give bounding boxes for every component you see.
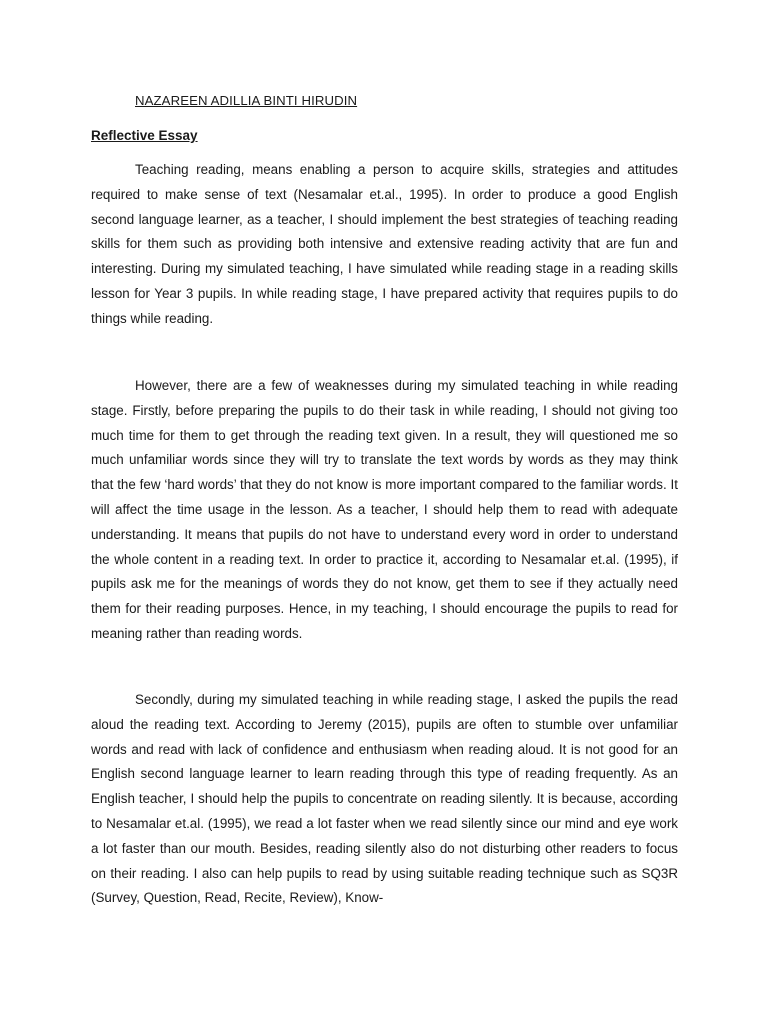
paragraph-1: Teaching reading, means enabling a person to acquire skills, strategies and attitudes required to make sense of text (Nesamalar et.al., 1995). In order to produce a good English second language learner, as a teacher, I should implement the best strategies of teaching reading skills for them such as providing both intensive and extensive reading activity that are fun and interesting. During my simulated teaching, I have simulated while reading stage in a reading skills lesson for Year 3 pupils. In while reading stage, I have prepared activity that requires pupils to do things while reading.: [91, 162, 678, 326]
author-name: NAZAREEN ADILLIA BINTI HIRUDIN: [135, 93, 358, 108]
paragraph-3: Secondly, during my simulated teaching in while reading stage, I asked the pupils the read aloud the reading text. According to Jeremy (2015), pupils are often to stumble over unfamiliar words and read with lack of confidence and enthusiasm when reading aloud. It is not good for an English second language learner to learn reading through this type of reading frequently. As an English teacher, I should help the pupils to concentrate on reading silently. It is because, according to Nesamalar et.al. (1995), we read a lot faster when we read silently since our mind and eye work a lot faster than our mouth. Besides, reading silently also do not disturbing other readers to focus on their reading. I also can help pupils to read by using suitable reading technique such as SQ3R (Survey, Question, Read, Recite, Review), Know-: [91, 692, 678, 906]
essay-heading: Reflective Essay: [91, 128, 198, 143]
paragraph-2: However, there are a few of weaknesses during my simulated teaching in while reading stage. Firstly, before preparing the pupils to do their task in while reading, I should not giving too much time for them to get through the reading text given. In a result, they will questioned me so much unfamiliar words since they will try to translate the text words by words as they may think that the few ‘hard words’ that they do not know is more important compared to the familiar words. It will affect the time usage in the lesson. As a teacher, I should help them to read with adequate understanding. It means that pupils do not have to understand every word in order to understand the whole content in a reading text. In order to practice it, according to Nesamalar et.al. (1995), if pupils ask me for the meanings of words they do not know, get them to see if they actually need them for their reading purposes. Hence, in my teaching, I should encourage the pupils to read for meaning rather than reading words.: [91, 378, 678, 641]
